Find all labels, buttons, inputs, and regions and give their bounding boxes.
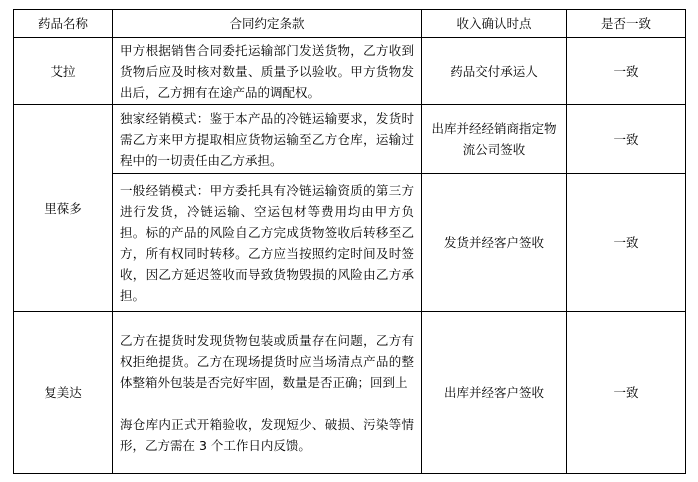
terms-paragraph: 甲方根据销售合同委托运输部门发送货物，乙方收到货物后应及时核对数量、质量予以验收。甲方货物发出后，乙方拥有在途产品的调配权。 bbox=[120, 42, 414, 100]
contract-terms-cell bbox=[113, 312, 422, 474]
header-drug-name: 药品名称 bbox=[14, 10, 113, 38]
contract-terms-cell bbox=[113, 38, 422, 105]
header-row bbox=[14, 10, 686, 38]
terms-paragraph: 独家经销模式：鉴于本产品的冷链运输要求，发货时需乙方来甲方提取相应货物运输至乙方仓库，运输过程中的一切责任由乙方承担。 bbox=[120, 110, 414, 168]
terms-paragraph: 一般经销模式：甲方委托具有冷链运输资质的第三方进行发货，冷链运输、空运包材等费用均由甲方负担。标的产品的风险自乙方完成货物签收后转移至乙方，所有权同时转移。乙方应当按照约定时间及时签收，因乙方延迟签收而导致货物毁损的风险由乙方承担。 bbox=[120, 182, 414, 303]
terms-paragraph: 乙方在提货时发现货物包装或质量存在问题，乙方有权拒绝提货。乙方在现场提货时应当场清点产品的整体整箱外包装是否完好牢固，数量是否正确；回到上 bbox=[120, 332, 414, 390]
contract-terms-cell bbox=[113, 105, 422, 174]
recognition-time-cell: 发货并经客户签收 bbox=[422, 174, 567, 312]
header-consistent: 是否一致 bbox=[567, 10, 686, 38]
consistent-cell: 一致 bbox=[567, 174, 686, 312]
contract-terms-cell bbox=[113, 174, 422, 312]
terms-paragraph: 海仓库内正式开箱验收，发现短少、破损、污染等情形，乙方需在 3 个工作日内反馈。 bbox=[120, 416, 414, 453]
consistent-cell: 一致 bbox=[567, 105, 686, 174]
drug-name-cell: 里葆多 bbox=[14, 105, 113, 312]
recognition-time-cell: 药品交付承运人 bbox=[422, 38, 567, 105]
contract-terms-table bbox=[13, 9, 686, 474]
consistent-cell: 一致 bbox=[567, 38, 686, 105]
recognition-time-cell: 出库并经经销商指定物流公司签收 bbox=[422, 105, 567, 174]
header-recognition-time: 收入确认时点 bbox=[422, 10, 567, 38]
consistent-cell: 一致 bbox=[567, 312, 686, 474]
table-row bbox=[14, 105, 686, 174]
drug-name-cell: 艾拉 bbox=[14, 38, 113, 105]
table-row bbox=[14, 38, 686, 105]
recognition-time-cell: 出库并经客户签收 bbox=[422, 312, 567, 474]
header-contract-terms: 合同约定条款 bbox=[113, 10, 422, 38]
table-row bbox=[14, 174, 686, 312]
table-row bbox=[14, 312, 686, 474]
drug-name-cell: 复美达 bbox=[14, 312, 113, 474]
